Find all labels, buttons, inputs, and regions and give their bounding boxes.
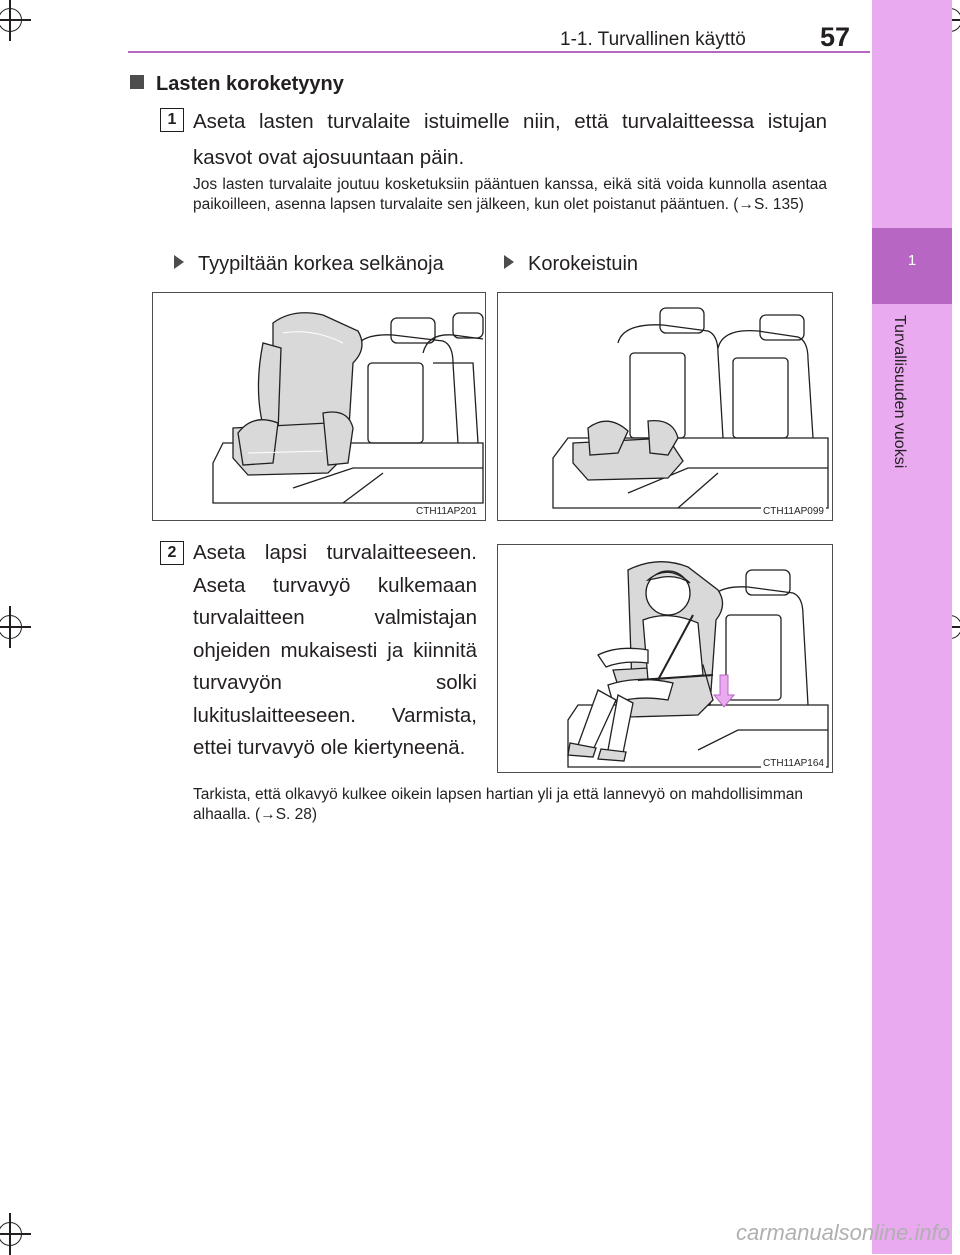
option-high-back-label: Tyypiltään korkea selkänoja: [198, 253, 444, 275]
figure-code: CTH11AP201: [416, 506, 477, 517]
figure-child-seated: [497, 544, 833, 773]
crop-mark-top-left: [0, 8, 22, 32]
triangle-bullet-icon: [504, 255, 514, 269]
header-rule: [128, 51, 870, 53]
option-booster-cushion: [504, 253, 638, 276]
crop-mark-mid-left: [0, 615, 22, 639]
booster-cushion-illustration: [498, 293, 833, 521]
step-2-number: 2: [160, 541, 184, 565]
triangle-bullet-icon: [174, 255, 184, 269]
figure-code: CTH11AP164: [763, 758, 824, 769]
step-1-number: 1: [160, 108, 184, 132]
high-back-booster-illustration: [153, 293, 486, 521]
step-2-note: Tarkista, että olkavyö kulkee oikein lapsen hartian yli ja että lannevyö on mahdollisimman alhaalla. (→S. 28): [193, 786, 803, 823]
step-2-text: Aseta lapsi turvalaitteeseen. Aseta turvavyö kulkemaan turvalaitteen valmistajan ohjeiden mukaisesti ja kiinnitä turvavyön solki lukituslaitteeseen. Varmista, ettei turvavyö ole kiertyneenä.: [193, 541, 477, 759]
option-high-back: [174, 253, 444, 276]
step-1-note: Jos lasten turvalaite joutuu kosketuksiin pääntuen kanssa, eikä sitä voida kunnolla asentaa paikoilleen, asenna lapsen turvalaite sen jälkeen, kun olet poistanut pääntuen. (→S. 135): [193, 176, 827, 213]
figure-code: CTH11AP099: [763, 506, 824, 517]
child-in-booster-illustration: [498, 545, 833, 773]
side-chapter-label: Turvallisuuden vuoksi: [891, 315, 908, 469]
option-booster-label: Korokeistuin: [528, 253, 639, 275]
page-number: 57: [820, 22, 851, 52]
watermark: carmanualsonline.info: [735, 1220, 950, 1245]
header-section-title: 1-1. Turvallinen käyttö: [560, 29, 746, 50]
figure-high-back-booster: [152, 292, 486, 521]
crop-mark-bottom-left: [0, 1222, 22, 1246]
section-heading-text: Lasten koroketyyny: [156, 73, 344, 95]
square-bullet-icon: [130, 75, 144, 89]
side-tab: [872, 0, 952, 1254]
step-1-text: Aseta lasten turvalaite istuimelle niin, että turvalaitteessa istujan kasvot ovat ajosuuntaan päin.: [193, 110, 827, 169]
figure-booster-cushion: [497, 292, 833, 521]
section-heading: [130, 73, 344, 96]
side-chapter-number: 1: [907, 252, 917, 269]
